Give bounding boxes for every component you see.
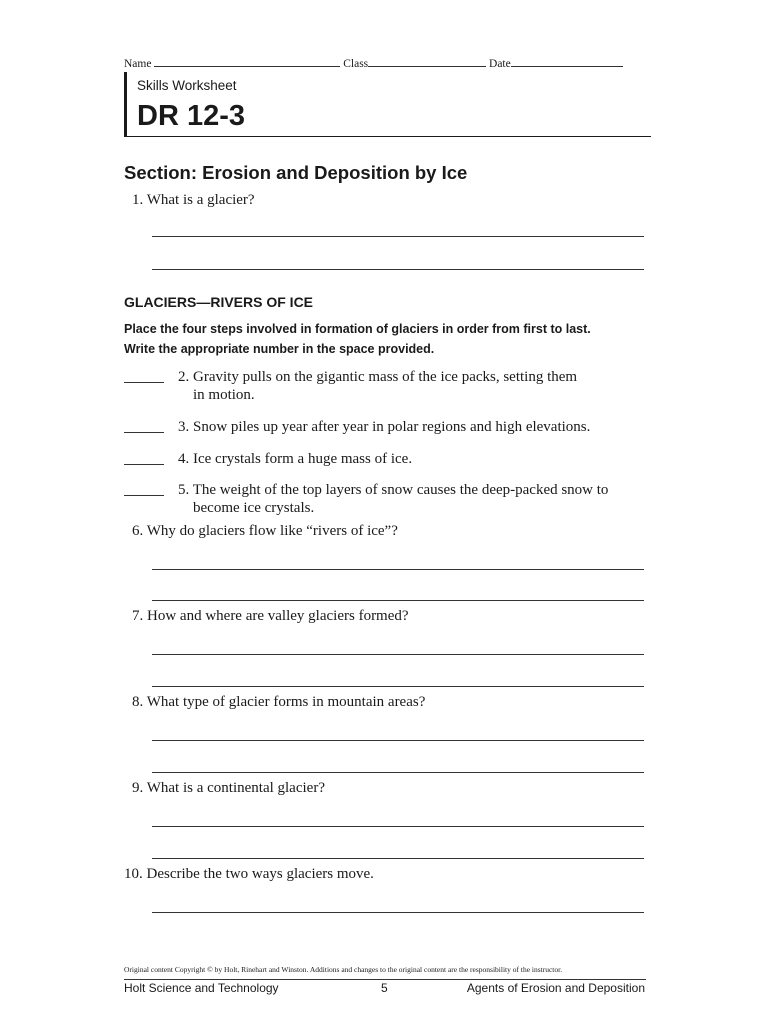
instructions	[124, 319, 644, 359]
footer-publisher: Holt Science and Technology	[124, 981, 279, 995]
answer-line[interactable]	[152, 269, 644, 270]
step-item	[178, 481, 638, 517]
step-item	[178, 450, 638, 468]
footer-chapter: Agents of Erosion and Deposition	[466, 981, 645, 995]
name-field[interactable]	[154, 55, 340, 67]
footer-divider	[124, 979, 646, 980]
answer-line[interactable]	[152, 686, 644, 687]
date-field[interactable]	[511, 55, 623, 67]
instructions-line: Place the four steps involved in formation of glaciers in order from first to last.	[124, 322, 591, 336]
step-answer-blank[interactable]	[124, 432, 164, 433]
answer-line[interactable]	[152, 569, 644, 570]
question-1: 1. What is a glacier?	[132, 192, 255, 208]
step-item	[178, 418, 638, 436]
name-class-date-row	[124, 55, 644, 70]
section-title: Section: Erosion and Deposition by Ice	[124, 162, 468, 183]
class-label: Class	[343, 58, 369, 70]
step-text: 3. Snow piles up year after year in polar regions and high elevations.	[178, 419, 591, 435]
step-text: 5. The weight of the top layers of snow causes the deep-packed snow to	[178, 482, 609, 498]
step-answer-blank[interactable]	[124, 495, 164, 496]
answer-line[interactable]	[152, 236, 644, 237]
question-9: 9. What is a continental glacier?	[132, 780, 325, 796]
date-label: Date	[489, 58, 511, 70]
worksheet-header	[124, 72, 651, 137]
step-item	[178, 368, 638, 404]
glaciers-heading: GLACIERS—RIVERS OF ICE	[124, 294, 314, 310]
step-text: 2. Gravity pulls on the gigantic mass of the ice packs, setting them	[178, 369, 578, 385]
footer-page-number: 5	[381, 981, 388, 995]
answer-line[interactable]	[152, 858, 644, 859]
step-answer-blank[interactable]	[124, 382, 164, 383]
step-text: 4. Ice crystals form a huge mass of ice.	[178, 451, 413, 467]
answer-line[interactable]	[152, 826, 644, 827]
answer-line[interactable]	[152, 654, 644, 655]
answer-line[interactable]	[152, 772, 644, 773]
question-6: 6. Why do glaciers flow like “rivers of ice”?	[132, 523, 398, 539]
answer-line[interactable]	[152, 600, 644, 601]
step-text-continued: become ice crystals.	[193, 500, 315, 516]
question-8: 8. What type of glacier forms in mountain areas?	[132, 694, 426, 710]
question-7: 7. How and where are valley glaciers formed?	[132, 608, 409, 624]
question-10: 10. Describe the two ways glaciers move.	[124, 866, 374, 882]
instructions-line: Write the appropriate number in the space provided.	[124, 342, 435, 356]
answer-line[interactable]	[152, 740, 644, 741]
worksheet-type: Skills Worksheet	[137, 78, 237, 93]
answer-line[interactable]	[152, 912, 644, 913]
worksheet-code: DR 12-3	[137, 100, 245, 132]
name-label: Name	[124, 58, 152, 70]
step-text-continued: in motion.	[193, 387, 255, 403]
copyright-notice: Original content Copyright © by Holt, Rinehart and Winston. Additions and changes to the original content are the responsibility of the instructor.	[124, 965, 563, 974]
step-answer-blank[interactable]	[124, 464, 164, 465]
class-field[interactable]	[368, 55, 486, 67]
